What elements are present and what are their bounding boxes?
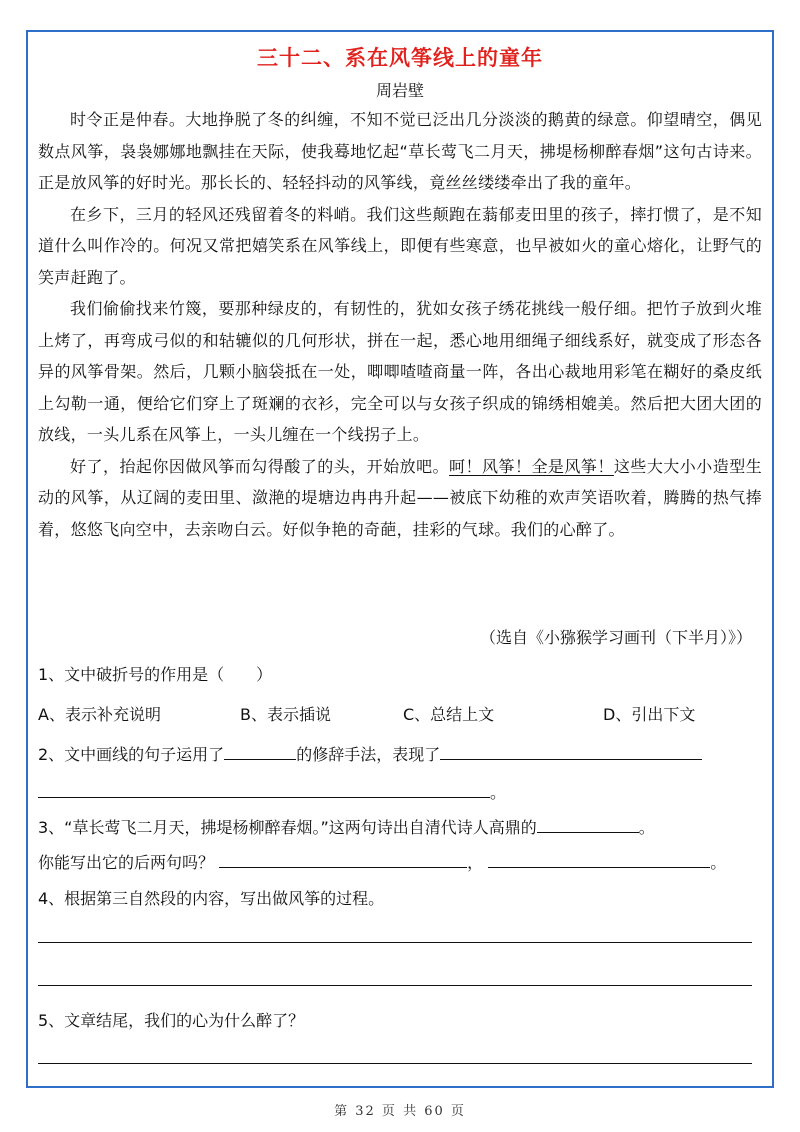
answer-blank-2c[interactable] bbox=[38, 781, 490, 798]
question-3-comma: ， bbox=[467, 853, 484, 872]
article-source: （选自《小猕猴学习画刊（下半月）》） bbox=[479, 628, 752, 647]
option-b: B、表示插说 bbox=[240, 705, 331, 724]
question-2 bbox=[38, 742, 702, 765]
question-2-part-b: 的修辞手法，表现了 bbox=[296, 745, 441, 764]
article-title: 三十二、系在风筝线上的童年 bbox=[257, 46, 543, 70]
article-author: 周岩壁 bbox=[375, 81, 424, 100]
question-2-continuation bbox=[38, 780, 506, 803]
answer-line-5[interactable] bbox=[38, 1063, 752, 1064]
question-3-end: 。 bbox=[638, 818, 655, 837]
article-body bbox=[38, 104, 762, 545]
answer-blank-3c[interactable] bbox=[488, 851, 710, 868]
paragraph-1: 时令正是仲春。大地挣脱了冬的纠缠，不知不觉已泛出几分淡淡的鹅黄的绿意。仰望晴空，偶见数点风筝，袅袅娜娜地飘挂在天际，使我蓦地忆起“草长莺飞二月天，拂堤杨柳醉春烟”这句古诗来。正是放风筝的好时光。那长长的、轻轻抖动的风筝线，竟丝丝缕缕牵出了我的童年。 bbox=[38, 110, 762, 192]
page-footer: 第 32 页 共 60 页 bbox=[334, 1104, 466, 1119]
paragraph-2: 在乡下，三月的轻风还残留着冬的料峭。我们这些颠跑在蓊郁麦田里的孩子，摔打惯了，是不知道什么叫作冷的。何况又常把嬉笑系在风筝线上，即便有些寒意，也早被如火的童心熔化，让野气的笑声赶跑了。 bbox=[38, 204, 762, 287]
answer-blank-3b[interactable] bbox=[219, 851, 467, 868]
option-d: D、引出下文 bbox=[603, 705, 696, 724]
answer-blank-2a[interactable] bbox=[224, 743, 296, 760]
question-3-followup bbox=[38, 850, 726, 873]
paragraph-4-lead: 好了，抬起你因做风筝而勾得酸了的头，开始放吧。 bbox=[70, 456, 450, 476]
answer-line-4b[interactable] bbox=[38, 985, 752, 986]
option-c: C、总结上文 bbox=[403, 705, 495, 724]
answer-blank-2b[interactable] bbox=[440, 743, 702, 760]
question-5: 5、文章结尾，我们的心为什么醉了？ bbox=[38, 1011, 305, 1030]
question-2-part-a: 2、文中画线的句子运用了 bbox=[38, 745, 225, 764]
option-a: A、表示补充说明 bbox=[38, 705, 161, 724]
question-3-end-2: 。 bbox=[710, 853, 727, 872]
paragraph-4 bbox=[38, 451, 762, 546]
question-3-part-a: 3、“草长莺飞二月天，拂堤杨柳醉春烟。”这两句诗出自清代诗人高鼎的 bbox=[38, 818, 537, 837]
answer-line-4a[interactable] bbox=[38, 942, 752, 943]
underlined-sentence: 呵！风筝！全是风筝！ bbox=[449, 456, 614, 476]
answer-blank-3a[interactable] bbox=[537, 816, 639, 833]
question-3 bbox=[38, 815, 655, 838]
question-4: 4、根据第三自然段的内容，写出做风筝的过程。 bbox=[38, 889, 385, 908]
question-2-end: 。 bbox=[490, 783, 507, 802]
paragraph-4-rest: 这些大大小小造型生动的风筝，从辽阔的麦田里、潋滟的堤塘边冉冉升起——被底下幼稚的欢声笑语吹着，腾腾的热气捧着，悠悠飞向空中，去亲吻白云。好似争艳的奇葩，挂彩的气球。我们的心醉了。 bbox=[38, 456, 762, 539]
question-3-part-b: 你能写出它的后两句吗？ bbox=[38, 853, 215, 872]
question-1: 1、文中破折号的作用是（ ） bbox=[38, 665, 273, 684]
paragraph-3: 我们偷偷找来竹篾，要那种绿皮的，有韧性的，犹如女孩子绣花挑线一般仔细。把竹子放到火堆上烤了，再弯成弓似的和轱辘似的几何形状，拼在一起，悉心地用细绳子细线系好，就变成了形态各异的风筝骨架。然后，几颗小脑袋抵在一处，唧唧喳喳商量一阵，各出心裁地用彩笔在糊好的桑皮纸上勾勒一通，便给它们穿上了斑斓的衣衫，完全可以与女孩子织成的锦绣相媲美。然后把大团大团的放线，一头儿系在风筝上，一头儿缠在一个线拐子上。 bbox=[38, 299, 762, 444]
